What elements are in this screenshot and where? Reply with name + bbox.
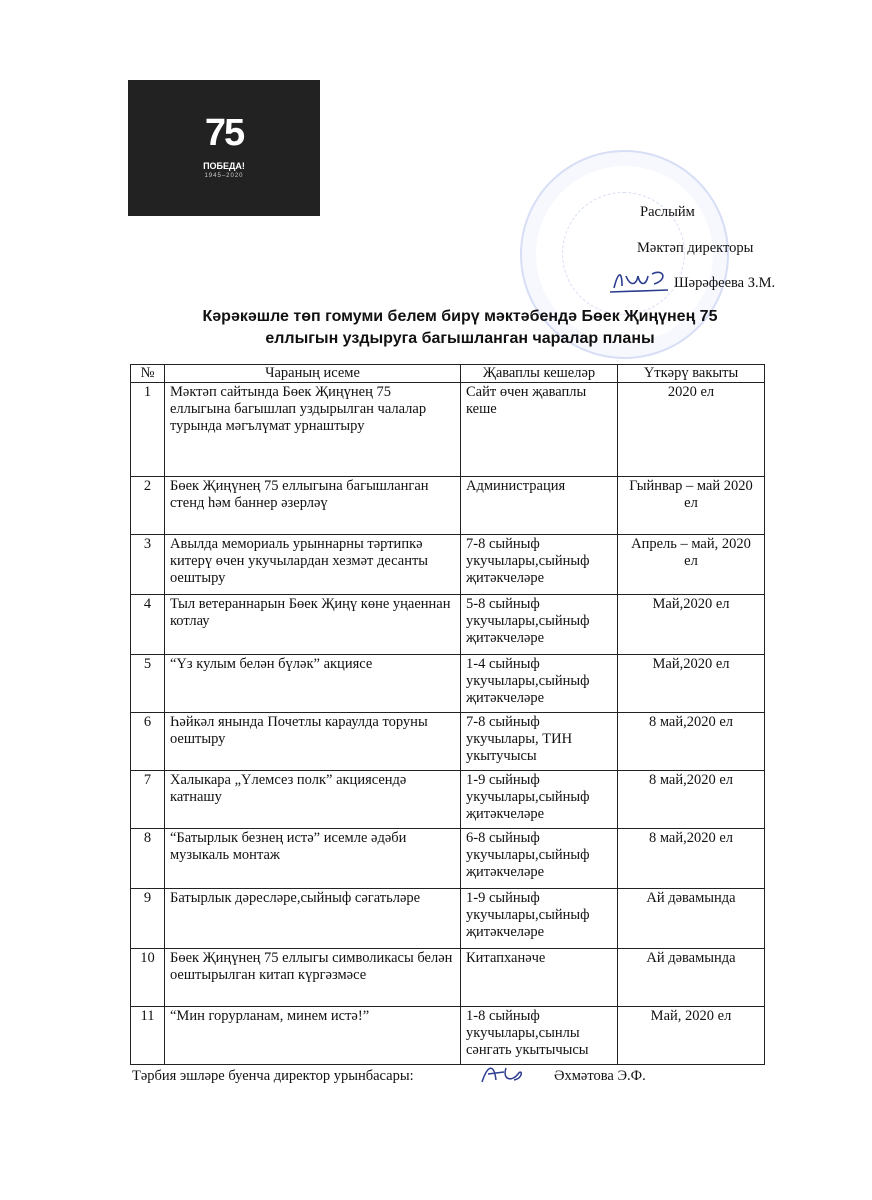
- responsible: 7-8 сыйныф укучылары,сыйныф җитәкчеләре: [461, 535, 618, 595]
- event-date: 8 май,2020 ел: [618, 713, 765, 771]
- responsible: 1-9 сыйныф укучылары,сыйныф җитәкчеләре: [461, 889, 618, 949]
- table-row: [131, 383, 765, 477]
- event-name: Бөек Җиңүнең 75 еллыгына багышланган стенд һәм баннер әзерләү: [165, 477, 461, 535]
- event-date: Апрель – май, 2020 ел: [618, 535, 765, 595]
- events-plan-table: [130, 364, 765, 1065]
- table-row: [131, 655, 765, 713]
- row-number: 8: [131, 829, 165, 889]
- event-name: “Батырлык безнең истә” исемле әдәби музыкаль монтаж: [165, 829, 461, 889]
- table-row: [131, 535, 765, 595]
- event-date: Ай дәвамында: [618, 949, 765, 1007]
- event-name: Батырлык дәресләре,сыйныф сәгатьләре: [165, 889, 461, 949]
- row-number: 10: [131, 949, 165, 1007]
- event-date: Ай дәвамында: [618, 889, 765, 949]
- header-event-name: Чараның исеме: [165, 365, 461, 383]
- responsible: 1-8 сыйныф укучылары,сынлы сәнгать укытычысы: [461, 1007, 618, 1065]
- event-date: Гыйнвар – май 2020 ел: [618, 477, 765, 535]
- responsible: 5-8 сыйныф укучылары,сыйныф җитәкчеләре: [461, 595, 618, 655]
- logo-years: 1945–2020: [204, 173, 244, 179]
- table-row: [131, 829, 765, 889]
- header-number: №: [131, 365, 165, 383]
- table-row: [131, 949, 765, 1007]
- responsible: Администрация: [461, 477, 618, 535]
- row-number: 11: [131, 1007, 165, 1065]
- event-date: 2020 ел: [618, 383, 765, 477]
- event-date: Май,2020 ел: [618, 655, 765, 713]
- table-header-row: [131, 365, 765, 383]
- responsible: Китапханәче: [461, 949, 618, 1007]
- event-date: Май, 2020 ел: [618, 1007, 765, 1065]
- row-number: 4: [131, 595, 165, 655]
- table-row: [131, 889, 765, 949]
- event-name: Халыкара „Үлемсез полк” акциясендә катнашу: [165, 771, 461, 829]
- table-row: [131, 1007, 765, 1065]
- table-row: [131, 477, 765, 535]
- event-name: Һәйкәл янында Почетлы караулда торуны оештыру: [165, 713, 461, 771]
- logo-number: 75: [204, 112, 244, 154]
- header-responsible: Җаваплы кешеләр: [461, 365, 618, 383]
- document-title: [140, 306, 780, 350]
- row-number: 2: [131, 477, 165, 535]
- responsible: 1-9 сыйныф укучылары,сыйныф җитәкчеләре: [461, 771, 618, 829]
- table-row: [131, 595, 765, 655]
- event-name: Тыл ветераннарын Бөек Җиңү көне уңаеннан котлау: [165, 595, 461, 655]
- table-row: [131, 771, 765, 829]
- approval-line-1: Раслыйм: [640, 204, 695, 220]
- row-number: 6: [131, 713, 165, 771]
- responsible: 6-8 сыйныф укучылары,сыйныф җитәкчеләре: [461, 829, 618, 889]
- event-name: “Мин горурланам, минем истә!”: [165, 1007, 461, 1065]
- footer-label: Тәрбия эшләре буенча директор урынбасары:: [132, 1068, 414, 1084]
- responsible: 7-8 сыйныф укучылары, ТИН укытучысы: [461, 713, 618, 771]
- title-line-1: Кәрәкәшле төп гомуми белем бирү мәктәбендә Бөек Җиңүнең 75: [202, 308, 718, 325]
- responsible: 1-4 сыйныф укучылары,сыйныф җитәкчеләре: [461, 655, 618, 713]
- event-name: Авылда мемориаль урыннарны тәртипкә китерү өчен укучылардан хезмәт десанты оештыру: [165, 535, 461, 595]
- event-name: “Үз кулым белән бүләк” акциясе: [165, 655, 461, 713]
- logo-word: ПОБЕДА!: [203, 161, 245, 171]
- row-number: 1: [131, 383, 165, 477]
- row-number: 5: [131, 655, 165, 713]
- title-line-2: еллыгын уздыруга багышланган чаралар планы: [265, 330, 655, 347]
- row-number: 9: [131, 889, 165, 949]
- event-date: Май,2020 ел: [618, 595, 765, 655]
- director-name: Шәрәфеева З.М.: [674, 275, 776, 291]
- event-date: 8 май,2020 ел: [618, 829, 765, 889]
- event-name: Мәктәп сайтында Бөек Җиңүнең 75 еллыгына багышлап уздырылган чалалар турында мәгълүмат урнаштыру: [165, 383, 461, 477]
- event-date: 8 май,2020 ел: [618, 771, 765, 829]
- table-row: [131, 713, 765, 771]
- row-number: 7: [131, 771, 165, 829]
- responsible: Сайт өчен җаваплы кеше: [461, 383, 618, 477]
- event-name: Бөек Җиңүнең 75 еллыгы символикасы белән оештырылган китап күргәзмәсе: [165, 949, 461, 1007]
- header-date: Үткәрү вакыты: [618, 365, 765, 383]
- row-number: 3: [131, 535, 165, 595]
- victory-75-logo: [128, 80, 320, 216]
- footer-name: Әхмәтова Э.Ф.: [554, 1068, 646, 1084]
- approval-line-2: Мәктәп директоры: [637, 240, 754, 256]
